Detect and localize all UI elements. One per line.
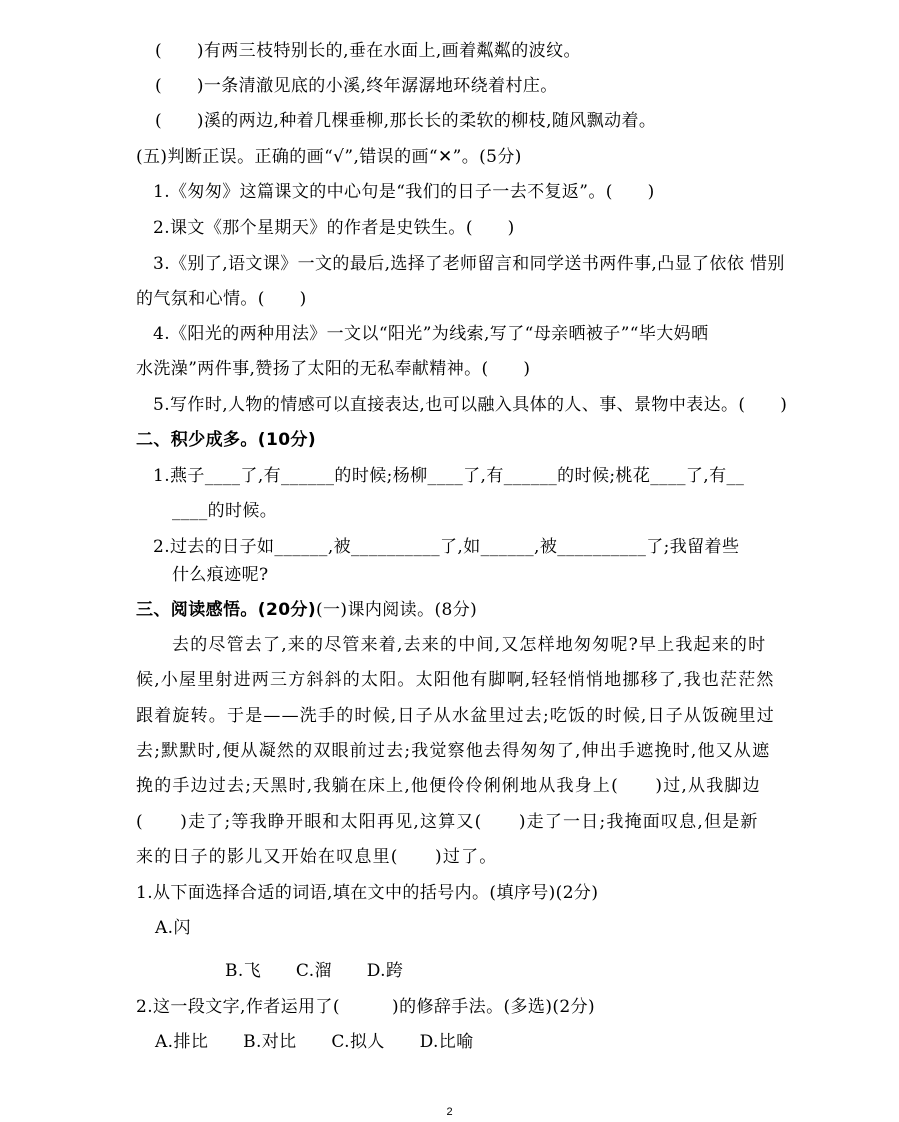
ordering-item-2: ( )一条清澈见底的小溪,终年潺潺地环绕着村庄。 — [155, 76, 558, 96]
part-3-heading: 三、阅读感悟。(20分) — [136, 600, 316, 620]
fill-question-1-line-2: ____的时候。 — [172, 501, 278, 521]
ordering-item-1: ( )有两三枝特别长的,垂在水面上,画着粼粼的波纹。 — [155, 41, 581, 61]
passage-line: 候,小屋里射进两三方斜斜的太阳。太阳他有脚啊,轻轻悄悄地挪移了,我也茫茫然 — [136, 670, 775, 690]
ordering-item-3: ( )溪的两边,种着几棵垂柳,那长长的柔软的柳枝,随风飘动着。 — [155, 111, 657, 131]
part-2-heading: 二、积少成多。(10分) — [136, 430, 316, 450]
fill-question-2-line-1: 2.过去的日子如______,被__________了,如______,被__________了;我留着些 — [153, 537, 740, 557]
judge-question-4-line-1: 4.《阳光的两种用法》一文以“阳光”为线索,写了“母亲晒被子”“毕大妈晒 — [153, 324, 709, 344]
reading-question-1-options: B.飞 C.溜 D.跨 — [225, 961, 404, 981]
fill-question-1-line-1: 1.燕子____了,有______的时候;杨柳____了,有______的时候;桃花____了,有__ — [153, 466, 745, 486]
passage-line: 去;默默时,便从凝然的双眼前过去;我觉察他去得匆匆了,伸出手遮挽时,他又从遮 — [136, 741, 771, 761]
judge-question-3-line-2: 的气氛和心情。( ) — [136, 289, 307, 309]
page-number: 2 — [446, 1106, 453, 1118]
judge-question-3-line-1: 3.《别了,语文课》一文的最后,选择了老师留言和同学送书两件事,凸显了依依 惜别 — [153, 254, 785, 274]
part-3-heading-row — [136, 599, 477, 621]
reading-question-2: 2.这一段文字,作者运用了( )的修辞手法。(多选)(2分) — [136, 997, 596, 1017]
passage-line: 跟着旋转。于是——洗手的时候,日子从水盆里过去;吃饭的时候,日子从饭碗里过 — [136, 706, 775, 726]
judge-question-5: 5.写作时,人物的情感可以直接表达,也可以融入具体的人、事、景物中表达。( ) — [153, 395, 788, 415]
judge-question-4-line-2: 水洗澡”两件事,赞扬了太阳的无私奉献精神。( ) — [136, 359, 531, 379]
judge-question-1: 1.《匆匆》这篇课文的中心句是“我们的日子一去不复返”。( ) — [153, 182, 655, 202]
passage-line: 来的日子的影儿又开始在叹息里( )过了。 — [136, 847, 498, 867]
section-5-title: (五)判断正误。正确的画“√”,错误的画“✕”。(5分) — [136, 147, 522, 167]
part-3-subheading: (一)课内阅读。(8分) — [316, 600, 478, 620]
reading-question-2-options: A.排比 B.对比 C.拟人 D.比喻 — [155, 1032, 474, 1052]
passage-line: 挽的手边过去;天黑时,我躺在床上,他便伶伶俐俐地从我身上( )过,从我脚边 — [136, 776, 761, 796]
passage-line: ( )走了;等我睁开眼和太阳再见,这算又( )走了一日;我掩面叹息,但是新 — [136, 812, 759, 832]
judge-question-2: 2.课文《那个星期天》的作者是史铁生。( ) — [153, 218, 515, 238]
fill-question-2-line-2: 什么痕迹呢? — [172, 565, 269, 585]
reading-question-1: 1.从下面选择合适的词语,填在文中的括号内。(填序号)(2分) — [136, 883, 599, 903]
reading-question-1-option-a: A.闪 — [155, 918, 191, 938]
passage-line: 去的尽管去了,来的尽管来着,去来的中间,又怎样地匆匆呢?早上我起来的时 — [172, 635, 767, 655]
